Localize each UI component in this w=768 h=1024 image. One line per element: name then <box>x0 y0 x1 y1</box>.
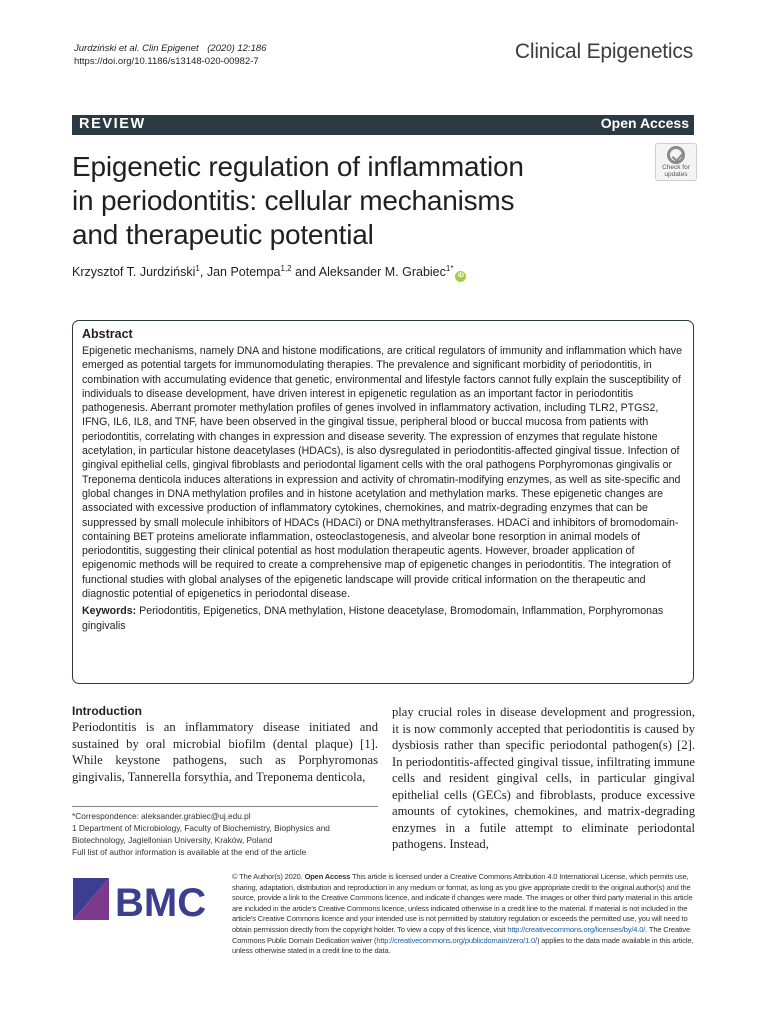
author-list <box>72 264 466 282</box>
keywords-list: Periodontitis, Epigenetics, DNA methylation, Histone deacetylase, Bromodomain, Inflammation, Porphyromonas gingivalis <box>82 605 664 632</box>
introduction-left-column <box>72 704 378 785</box>
keywords-label: Keywords: <box>82 605 137 618</box>
license-copyright: © The Author(s) 2020. <box>232 872 303 881</box>
license-link-cc-by[interactable]: http://creativecommons.org/licenses/by/4.0/ <box>507 924 646 934</box>
section-heading-introduction: Introduction <box>72 704 142 718</box>
open-access-label: Open Access <box>600 115 689 131</box>
license-text-end: ) applies to the data made available in this article, unless otherwise stated in a credit line to the data. <box>232 935 694 956</box>
bmc-logo <box>73 876 213 926</box>
author-affiliation: 1* <box>445 264 454 273</box>
author-name[interactable]: Jan Potempa <box>206 265 281 280</box>
license-statement <box>232 872 696 957</box>
title-line: in periodontitis: cellular mechanisms <box>72 185 515 216</box>
author-name[interactable]: Aleksander M. Grabiec <box>318 265 446 280</box>
article-title <box>72 150 632 252</box>
author-separator: , <box>199 265 207 280</box>
affiliation-note: 1 Department of Microbiology, Faculty of Biochemistry, Biophysics and Biotechnology, Jagiellonian University, Kraków, Poland <box>72 823 330 845</box>
journal-name: Clinical Epigenetics <box>514 40 693 63</box>
keywords <box>82 604 685 633</box>
check-updates-text: Check for <box>662 164 690 171</box>
introduction-paragraph-continued: play crucial roles in disease development and progression, it is now commonly accepted that periodontitis is caused by dysbiosis rather than specific periodontal pathogen(s) [2]. In periodontitis-affected gingival tissue, infiltrating immune cells and resident gingival cells, in particular gingival epithelial cells (GECs) and fibroblasts, produce excessive amounts of cytokines, chemokines, and matrix-degrading enzymes in a futile attempt to eliminate periodontal pathogens. Instead, <box>392 705 695 851</box>
author-info-note: Full list of author information is available at the end of the article <box>72 847 307 857</box>
license-text-mid: . The Creative Commons Public Domain Dedication waiver ( <box>232 924 691 945</box>
author-separator: and <box>291 265 319 280</box>
abstract-heading: Abstract <box>82 327 133 341</box>
check-updates-icon <box>667 146 685 164</box>
check-updates-text: updates <box>664 171 688 178</box>
author-affiliation: 1 <box>195 264 200 273</box>
author-name[interactable]: Krzysztof T. Jurdziński <box>72 265 196 280</box>
citation-authors: Jurdziński et al. Clin Epigenet <box>74 43 199 54</box>
title-line: and therapeutic potential <box>72 219 374 250</box>
abstract-box <box>72 320 694 684</box>
bmc-logo-mark <box>73 876 213 926</box>
title-line: Epigenetic regulation of inflammation <box>72 151 524 182</box>
license-link-cc0[interactable]: http://creativecommons.org/publicdomain/zero/1.0/ <box>376 935 537 945</box>
author-affiliation: 1,2 <box>280 264 292 273</box>
bmc-logo-text: BMC <box>115 881 207 925</box>
license-text: This article is licensed under a Creative Commons Attribution 4.0 International License, which permits use, sharing, adaptation, distribution and reproduction in any medium or format, as long as you give appropriate credit to the original author(s) and the source, provide a link to the Creative Commons licence, and indicate if changes were made. The images or other third party material in this article are included in the article's Creative Commons licence, unless indicated otherwise in a credit line to the material. If material is not included in the article's Creative Commons licence and your intended use is not permitted by statutory regulation or exceeds the permitted use, you will need to obtain permission directly from the copyright holder. To view a copy of this licence, visit <box>232 872 693 934</box>
introduction-right-column <box>392 704 695 853</box>
abstract-text: Epigenetic mechanisms, namely DNA and histone modifications, are critical regulators of immunity and inflammation which have emerged as potential targets for immunomodulating therapies. The prevalence and significant morbidity of periodontitis, in combination with accumulating evidence that genetic, environmental and lifestyle factors cannot fully explain the susceptibility of individuals to disease development, have driven interest in epigenetic regulation as an important factor in periodontitis pathogenesis. Aberrant promoter methylation profiles of genes involved in inflammatory activation, including TLR2, PTGS2, IFNG, IL6, IL8, and TNF, have been observed in the gingival tissue, peripheral blood or buccal mucosa from patients with periodontitis, correlating with changes in expression and disease severity. The expression of enzymes that regulate histone acetylation, in particular histone deacetylases (HDACs), is also dysregulated in periodontitis-affected gingival tissue. Infection of gingival epithelial cells, gingival fibroblasts and periodontal ligament cells with the oral pathogens Porphyromonas gingivalis or Treponema denticola induces alterations in expression and activity of chromatin-modifying enzymes, as well as site-specific and global changes in DNA methylation profiles and in histone acetylation and methylation marks. These epigenetic changes are associated with excessive production of inflammatory cytokines, chemokines, and matrix-degrading enzymes that can be suppressed by small molecule inhibitors of HDACs (HDACi) or DNA methyltransferases. HDACi and inhibitors of bromodomain-containing BET proteins ameliorate inflammation, osteoclastogenesis, and alveolar bone resorption in animal models of periodontitis, suggesting their clinical potential as host modulation therapeutic agents. However, broader application of epigenomic methods will be required to create a comprehensive map of epigenetic changes in periodontitis. The integration of functional studies with global analyses of the epigenetic landscape will provide critical information on the therapeutic and diagnostic potential of epigenetics in periodontal disease. <box>82 345 683 601</box>
footnotes <box>72 806 378 858</box>
article-type-banner <box>72 115 694 135</box>
citation-block <box>74 42 272 68</box>
introduction-paragraph: Periodontitis is an inflammatory disease initiated and sustained by oral microbial biofilm (dental plaque) [1]. While keystone pathogens, such as Porphyromonas gingivalis, Tannerella forsythia, and Treponema denticola, <box>72 720 378 784</box>
license-open-access: Open Access <box>304 872 351 881</box>
check-for-updates-badge[interactable] <box>655 143 697 181</box>
doi-link[interactable]: https://doi.org/10.1186/s13148-020-00982-7 <box>74 56 259 67</box>
correspondence-note: *Correspondence: aleksander.grabiec@uj.edu.pl <box>72 811 251 821</box>
citation-year-volume: (2020) 12:186 <box>207 43 267 54</box>
orcid-icon[interactable]: iD <box>455 271 466 282</box>
article-type-label: REVIEW <box>79 116 146 132</box>
